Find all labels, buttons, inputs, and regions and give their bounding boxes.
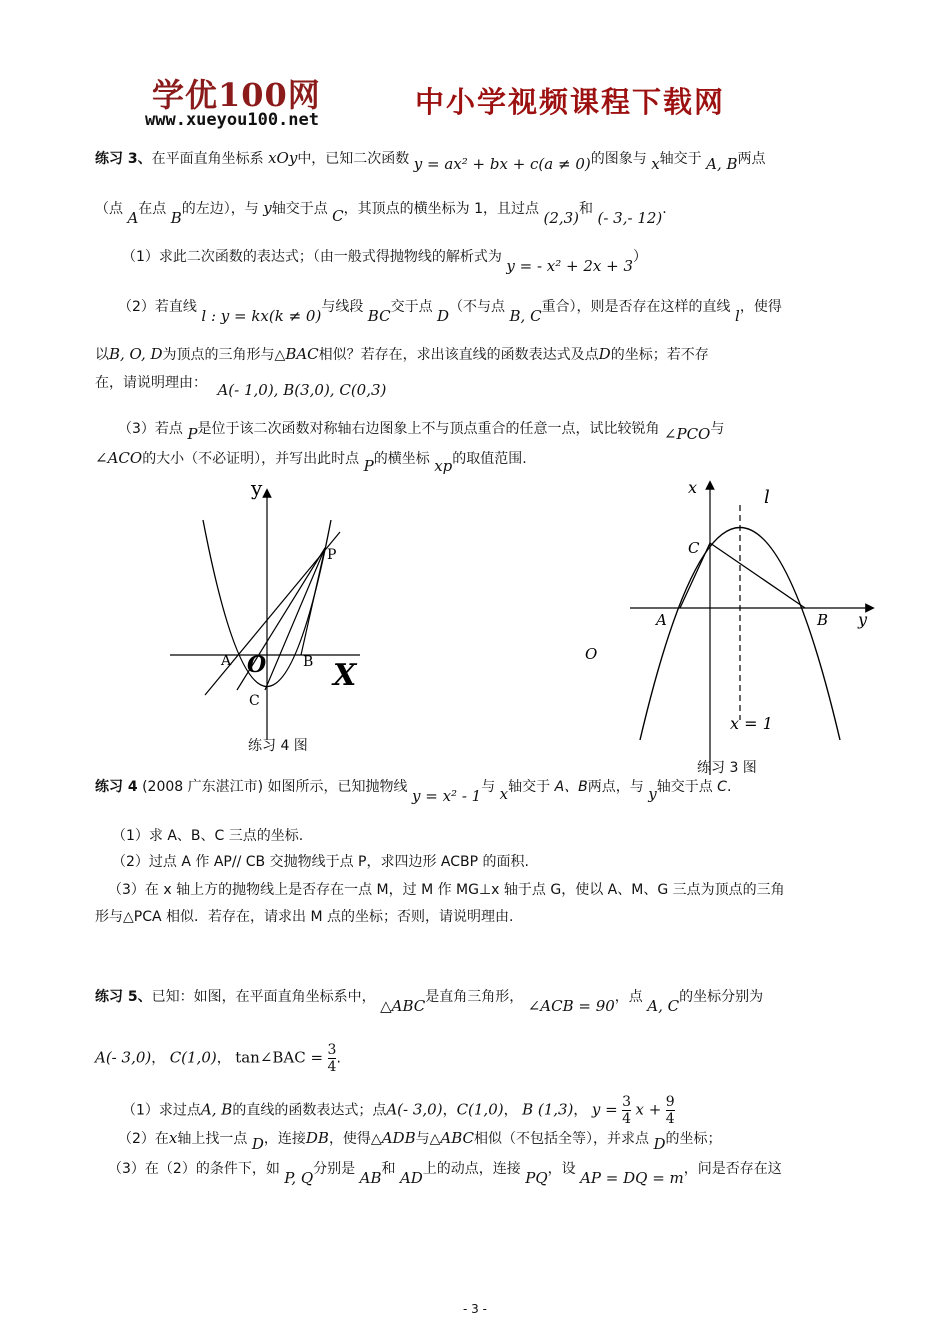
ex4-q2: （2）过点 A 作 AP// CB 交抛物线于点 P，求四边形 ACBP 的面积.	[112, 854, 529, 870]
text: ，	[151, 1050, 166, 1067]
math: y = - x² + 2x + 3	[506, 257, 634, 275]
text: （不与点	[449, 299, 506, 315]
math: (2,3)	[543, 209, 580, 227]
text: ，	[442, 1102, 457, 1119]
label-A: A	[656, 611, 667, 629]
ex4-title: 练习 4	[95, 779, 138, 795]
text: 是位于该二次函数对称轴右边图象上不与顶点重合的任意一点，试比较锐角	[197, 421, 660, 437]
text: 的左边），与	[181, 201, 259, 217]
math: D	[437, 307, 450, 325]
page-number: - 3 -	[463, 1302, 487, 1316]
text: 分别是	[313, 1161, 356, 1177]
text: 两点，与	[587, 779, 644, 795]
text: 相似（不包括全等），并求点	[474, 1131, 650, 1147]
math: P	[363, 457, 374, 475]
text: （3）若点	[118, 421, 183, 437]
figure-ex3	[580, 475, 880, 785]
math: ∠ACB = 90	[527, 997, 615, 1015]
math: AB	[359, 1169, 382, 1187]
ex5-q2	[118, 1128, 862, 1153]
math: xp	[434, 457, 453, 475]
fraction	[622, 1094, 631, 1127]
site-slogan: 中小学视频课程下载网	[415, 85, 726, 119]
math: D	[653, 1135, 666, 1153]
label-y: y	[858, 610, 868, 629]
math: y =	[591, 1100, 618, 1119]
text: ，使得△	[328, 1131, 382, 1147]
math: y = ax² + bx + c(a ≠ 0)	[413, 155, 591, 173]
segment-CP-2	[265, 548, 325, 690]
label-P: P	[327, 547, 337, 563]
ex3-q2-line3	[95, 372, 862, 399]
ex4-q3-line2: 形与△PCA 相似．若存在，请求出 M 点的坐标；否则，请说明理由.	[95, 909, 514, 925]
label-C: C	[688, 539, 700, 557]
math: B, C	[509, 307, 542, 325]
math: x	[168, 1129, 178, 1147]
math: AD	[399, 1169, 423, 1187]
label-symmetry: x = 1	[730, 714, 773, 733]
math: △ABC	[380, 997, 426, 1015]
math: y	[648, 785, 657, 803]
text: ，	[573, 1102, 588, 1119]
math: PQ	[525, 1169, 548, 1187]
text: 的坐标；	[665, 1131, 722, 1147]
label-B: B	[817, 611, 829, 629]
math: x	[499, 785, 509, 803]
math: B, O, D	[109, 345, 163, 363]
math: C	[332, 207, 344, 225]
text: ，其顶点的横坐标为 1，且过点	[343, 201, 540, 217]
numerator: 9	[665, 1094, 675, 1110]
math: A(- 3,0)	[386, 1100, 443, 1119]
text: 重合），则是否存在这样的直线	[541, 299, 731, 315]
text: 与线段	[321, 299, 364, 315]
text: ，使得	[739, 299, 782, 315]
figure-ex4	[165, 475, 375, 745]
text: （2）在	[118, 1131, 169, 1147]
text: ，点	[614, 989, 643, 1005]
text: 已知：如图，在平面直角坐标系中，	[151, 989, 376, 1005]
text: 的大小（不必证明），并写出此时点	[142, 451, 360, 467]
text: 轴交于点	[656, 779, 713, 795]
text: 的横坐标	[373, 451, 430, 467]
text: ，连接	[263, 1131, 306, 1147]
math: y = x² - 1	[412, 787, 482, 805]
ex4-q3-line1: （3）在 x 轴上方的抛物线上是否存在一点 M，过 M 作 MG⊥x 轴于点 G，使以 A、M、G 三点为顶点的三角	[108, 882, 785, 898]
text: 为顶点的三角形与△	[162, 347, 286, 363]
site-logo: 学优100网	[152, 76, 321, 114]
math: x	[651, 155, 660, 173]
math: C(1,0)	[169, 1048, 217, 1067]
fraction	[666, 1094, 675, 1127]
text: 与	[481, 779, 496, 795]
text: （3）在（2）的条件下，如	[108, 1161, 280, 1177]
math: P, Q	[284, 1169, 314, 1187]
math: A, B	[200, 1100, 233, 1119]
ex3-q2-line2	[95, 344, 862, 365]
site-url[interactable]: www.xueyou100.net	[145, 110, 319, 130]
text: ，问是否存在这	[683, 1161, 782, 1177]
ex3-q3-line2	[95, 448, 862, 475]
math: A, B	[706, 155, 738, 173]
math: D	[598, 345, 611, 363]
figure-ex4-caption: 练习 4 图	[248, 738, 308, 754]
math: ∠ACO	[95, 449, 143, 467]
numerator: 3	[327, 1042, 337, 1058]
text: 轴交于	[659, 151, 702, 167]
math: DB	[305, 1129, 329, 1147]
ex5-q1	[122, 1094, 862, 1127]
label-y: y	[251, 476, 263, 500]
math: ∠PCO	[663, 425, 711, 443]
text: （1）求过点	[122, 1102, 201, 1119]
denominator: 4	[665, 1111, 675, 1127]
text: 的直线的函数表达式；点	[232, 1102, 387, 1119]
text: 的取值范围.	[452, 451, 527, 467]
label-O: O	[585, 645, 598, 663]
text: ）	[633, 249, 648, 265]
label-l: l	[764, 487, 770, 508]
text: 轴上找一点	[177, 1131, 248, 1147]
math: A, C	[647, 997, 680, 1015]
text: 相似？若存在，求出该直线的函数表达式及点	[318, 347, 599, 363]
text: 中，已知二次函数	[297, 151, 410, 167]
text: 与△	[415, 1131, 441, 1147]
math: x +	[635, 1100, 662, 1119]
text: 交于点	[390, 299, 433, 315]
ex3-line2	[95, 198, 862, 227]
text: 是直角三角形，	[425, 989, 524, 1005]
text: ，	[503, 1102, 518, 1119]
text: 轴交于	[508, 779, 551, 795]
ex5-line2	[95, 1042, 862, 1075]
math: P	[187, 425, 198, 443]
text: 在点	[138, 201, 167, 217]
text: 两点	[737, 151, 766, 167]
text: 的图象与	[590, 151, 647, 167]
math: BC	[367, 307, 391, 325]
text: 上的动点，连接	[422, 1161, 521, 1177]
text: （点	[95, 201, 123, 217]
text: ，	[216, 1050, 231, 1067]
text: .	[726, 779, 732, 795]
label-O: O	[247, 652, 267, 678]
math: tan∠BAC =	[235, 1048, 324, 1067]
denominator: 4	[622, 1111, 632, 1127]
text: 以	[95, 347, 109, 363]
ex5-q3	[108, 1158, 862, 1187]
math: C(1,0)	[456, 1100, 504, 1119]
math: y	[263, 199, 272, 217]
text: 的坐标；若不存	[610, 347, 709, 363]
math: ABC	[440, 1129, 475, 1147]
text: 与	[710, 421, 725, 437]
label-x: x	[688, 478, 698, 497]
math: A	[127, 209, 139, 227]
text: .	[662, 201, 667, 217]
text: ，设	[547, 1161, 576, 1177]
text: .	[336, 1050, 341, 1067]
math: AP = DQ = m	[580, 1169, 684, 1187]
math: xOy	[268, 149, 298, 167]
label-C: C	[249, 693, 260, 709]
math: l : y = kx(k ≠ 0)	[201, 307, 322, 325]
text: 的坐标分别为	[679, 989, 764, 1005]
text: （1）求此二次函数的表达式；（由一般式得抛物线的解析式为	[122, 249, 502, 265]
text: (2008 广东湛江市)	[142, 779, 264, 795]
math: ADB	[381, 1129, 416, 1147]
label-B: B	[303, 654, 314, 670]
ex3-q1	[122, 246, 862, 275]
math: l	[735, 307, 740, 325]
text: 在平面直角坐标系	[151, 151, 264, 167]
figure-ex3-caption: 练习 3 图	[697, 760, 757, 776]
math: B	[170, 209, 182, 227]
text: 和	[381, 1161, 396, 1177]
ex3-q3-line1	[118, 418, 862, 443]
text: 轴交于点	[271, 201, 328, 217]
math: D	[251, 1135, 264, 1153]
text: 如图所示，已知抛物线	[267, 779, 408, 795]
label-x: X	[333, 658, 357, 693]
label-A: A	[221, 653, 232, 669]
math: A(- 3,0)	[95, 1048, 152, 1067]
text: 和	[579, 201, 594, 217]
text: （2）若直线	[118, 299, 197, 315]
ex4-q1: （1）求 A、B、C 三点的坐标.	[112, 828, 304, 844]
text: 在，请说明理由：	[95, 375, 207, 391]
math: (- 3,- 12)	[597, 209, 663, 227]
numerator: 3	[622, 1094, 632, 1110]
math: B (1,3)	[522, 1100, 574, 1119]
ex5-line1	[95, 986, 862, 1015]
math: A(- 1,0), B(3,0), C(0,3)	[217, 381, 387, 399]
math: BAC	[285, 345, 319, 363]
segment-CB	[710, 543, 805, 608]
ex3-q2-line1	[118, 296, 862, 325]
ex4-line1	[95, 776, 862, 805]
text: C	[717, 779, 727, 795]
denominator: 4	[327, 1059, 337, 1075]
ex5-title: 练习 5、	[95, 989, 152, 1005]
text: A、B	[554, 779, 588, 795]
ex3-title: 练习 3、	[95, 151, 152, 167]
ex3-line1	[95, 148, 862, 173]
